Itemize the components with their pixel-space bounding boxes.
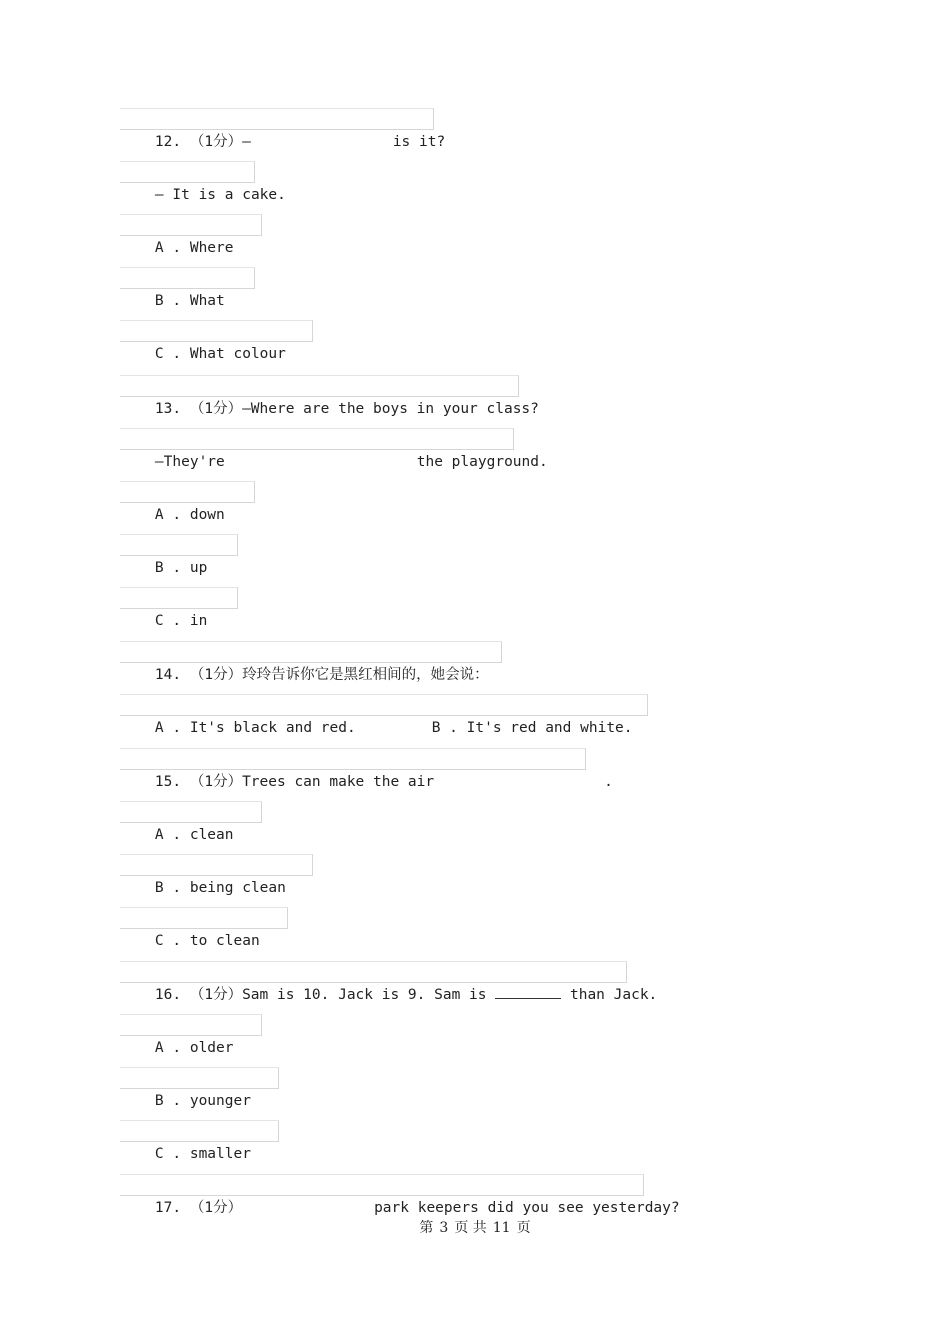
question-17-stem bbox=[120, 1174, 680, 1216]
option-label: B . younger bbox=[154, 1093, 251, 1109]
question-12-option-a[interactable] bbox=[120, 214, 262, 256]
question-12-line2-text: — It is a cake. bbox=[154, 187, 286, 203]
question-15-option-a[interactable] bbox=[120, 801, 262, 843]
question-13-stem bbox=[120, 375, 539, 417]
question-13-option-b[interactable] bbox=[120, 534, 238, 576]
question-13-option-c[interactable] bbox=[120, 587, 238, 629]
question-15-prefix: 15. （1分）Trees can make the air bbox=[154, 774, 435, 790]
question-16-option-b[interactable] bbox=[120, 1067, 279, 1109]
option-label: C . smaller bbox=[154, 1146, 251, 1162]
question-14-stem-text: 14. （1分）玲玲告诉你它是黑红相间的，她会说： bbox=[154, 667, 489, 683]
option-label: C . to clean bbox=[154, 933, 260, 949]
question-15-option-c[interactable] bbox=[120, 907, 288, 949]
option-label: A . Where bbox=[154, 240, 234, 256]
question-12-suffix: is it? bbox=[392, 134, 446, 150]
question-14-options bbox=[120, 694, 648, 736]
option-label: A . clean bbox=[154, 827, 234, 843]
footer-label-page: 第 bbox=[419, 1220, 434, 1236]
question-16-blank bbox=[495, 984, 561, 999]
footer-label-of: 页 共 bbox=[454, 1220, 487, 1236]
option-label: A . older bbox=[154, 1040, 234, 1056]
question-12-option-c[interactable] bbox=[120, 320, 313, 362]
footer-label-pages: 页 bbox=[516, 1220, 531, 1236]
question-16-option-c[interactable] bbox=[120, 1120, 279, 1162]
question-16-prefix: 16. （1分）Sam is 10. Jack is 9. Sam is bbox=[154, 987, 487, 1003]
question-12-prefix: 12. （1分）— bbox=[154, 134, 251, 150]
question-14-stem bbox=[120, 641, 502, 683]
question-14-option-a[interactable]: A . It's black and red. bbox=[154, 720, 356, 736]
option-label: B . being clean bbox=[154, 880, 286, 896]
option-label: A . down bbox=[154, 507, 225, 523]
question-13-line2-prefix: —They're bbox=[154, 454, 225, 470]
question-12-line2 bbox=[120, 161, 286, 203]
question-16-suffix: than Jack. bbox=[569, 987, 658, 1003]
question-12-option-b[interactable] bbox=[120, 267, 255, 309]
option-label: C . in bbox=[154, 613, 208, 629]
question-17-suffix: park keepers did you see yesterday? bbox=[374, 1200, 680, 1216]
option-label: C . What colour bbox=[154, 346, 286, 362]
question-13-option-a[interactable] bbox=[120, 481, 255, 523]
question-15-option-b[interactable] bbox=[120, 854, 313, 896]
question-15-stem bbox=[120, 748, 613, 790]
question-13-line2-suffix: the playground. bbox=[416, 454, 548, 470]
question-12-stem bbox=[120, 108, 446, 150]
page-footer bbox=[0, 1217, 950, 1237]
question-16-option-a[interactable] bbox=[120, 1014, 262, 1056]
question-13-stem-text: 13. （1分）—Where are the boys in your class? bbox=[154, 401, 539, 417]
question-13-line2 bbox=[120, 428, 548, 470]
option-label: B . up bbox=[154, 560, 208, 576]
footer-total-pages: 11 bbox=[492, 1220, 511, 1236]
question-15-suffix: . bbox=[604, 774, 613, 790]
footer-current-page: 3 bbox=[439, 1220, 449, 1236]
question-14-option-b[interactable]: B . It's red and white. bbox=[431, 720, 633, 736]
question-16-stem bbox=[120, 961, 658, 1003]
question-17-prefix: 17. （1分） bbox=[154, 1200, 243, 1216]
option-label: B . What bbox=[154, 293, 225, 309]
